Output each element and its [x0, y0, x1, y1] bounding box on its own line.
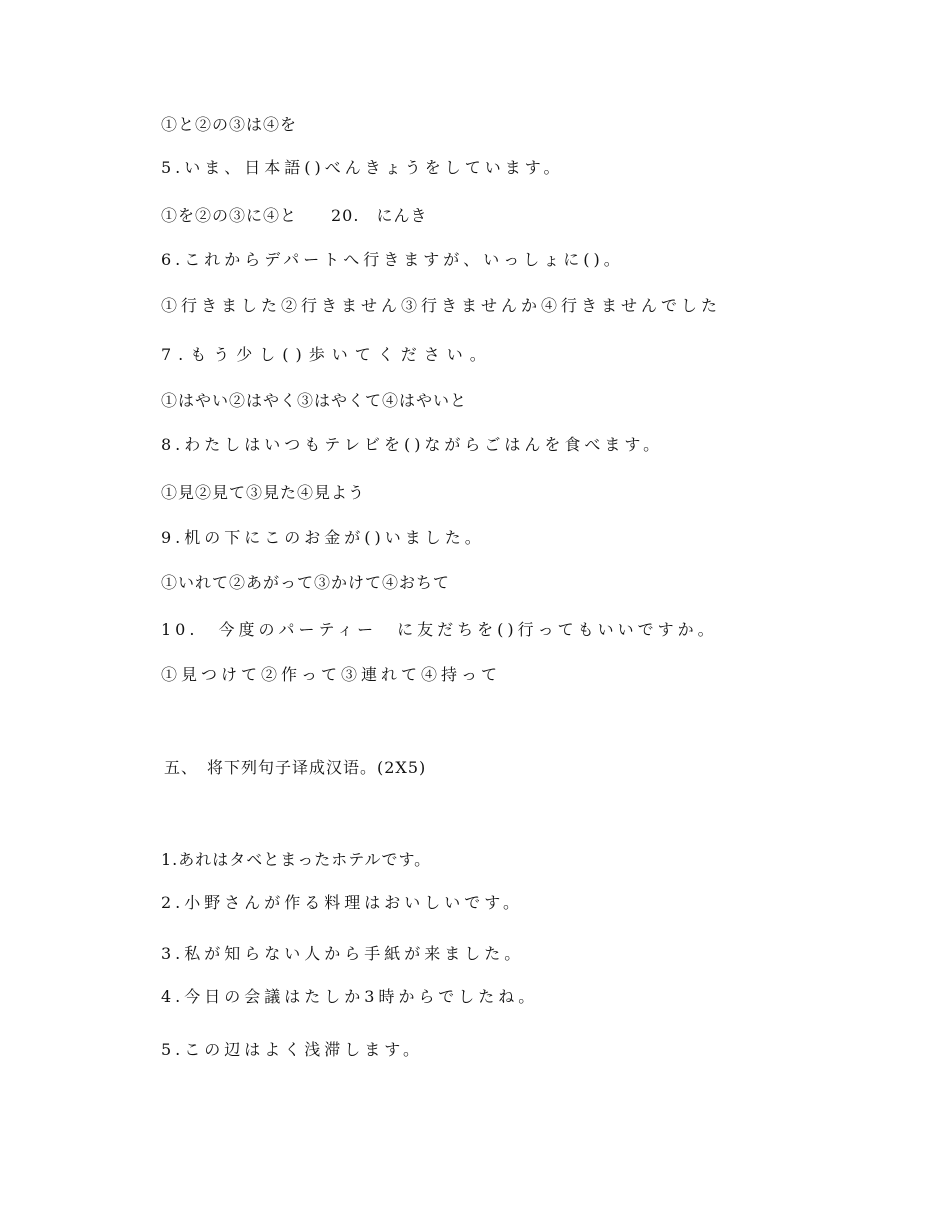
q9-text: 9.机の下にこのお金が()いました。	[161, 528, 485, 547]
translation-item-5: 5.この辺はよく浅滞します。	[161, 1040, 423, 1059]
section-5-heading: 五、 将下列句子译成汉语。(2X5)	[164, 758, 427, 777]
translation-item-3: 3.私が知らない人から手紙が来ました。	[161, 944, 525, 963]
q5-options: ①を②の③に④と 20. にんき	[161, 206, 428, 225]
q10-options: ①見つけて②作って③連れて④持って	[161, 665, 502, 684]
q4-options: ①と②の③は④を	[161, 115, 298, 134]
q8-text: 8.わたしはいつもテレビを()ながらごはんを食べます。	[161, 435, 664, 454]
q8-options: ①見②見て③見た④見よう	[161, 483, 366, 502]
translation-item-1: 1.あれはタベとまったホテルです。	[161, 850, 432, 869]
q6-options: ①行きました②行きません③行きませんか④行きませんでした	[161, 296, 722, 315]
q5-text: 5.いま、日本語()べんきょうをしています。	[161, 158, 564, 177]
translation-item-2: 2.小野さんが作る料理はおいしいです。	[161, 893, 523, 912]
translation-item-4: 4.今日の会議はたしか3時からでしたね。	[161, 987, 539, 1006]
q6-text: 6.これからデパートへ行きますが、いっしょに()。	[161, 250, 624, 269]
q9-options: ①いれて②あがって③かけて④おちて	[161, 573, 450, 592]
q7-options: ①はやい②はやく③はやくて④はやいと	[161, 391, 468, 410]
q7-text: 7.もう少し()歩いてください。	[161, 345, 493, 364]
q10-text: 10. 今度のパーティー に友だちを()行ってもいいですか。	[161, 620, 718, 639]
